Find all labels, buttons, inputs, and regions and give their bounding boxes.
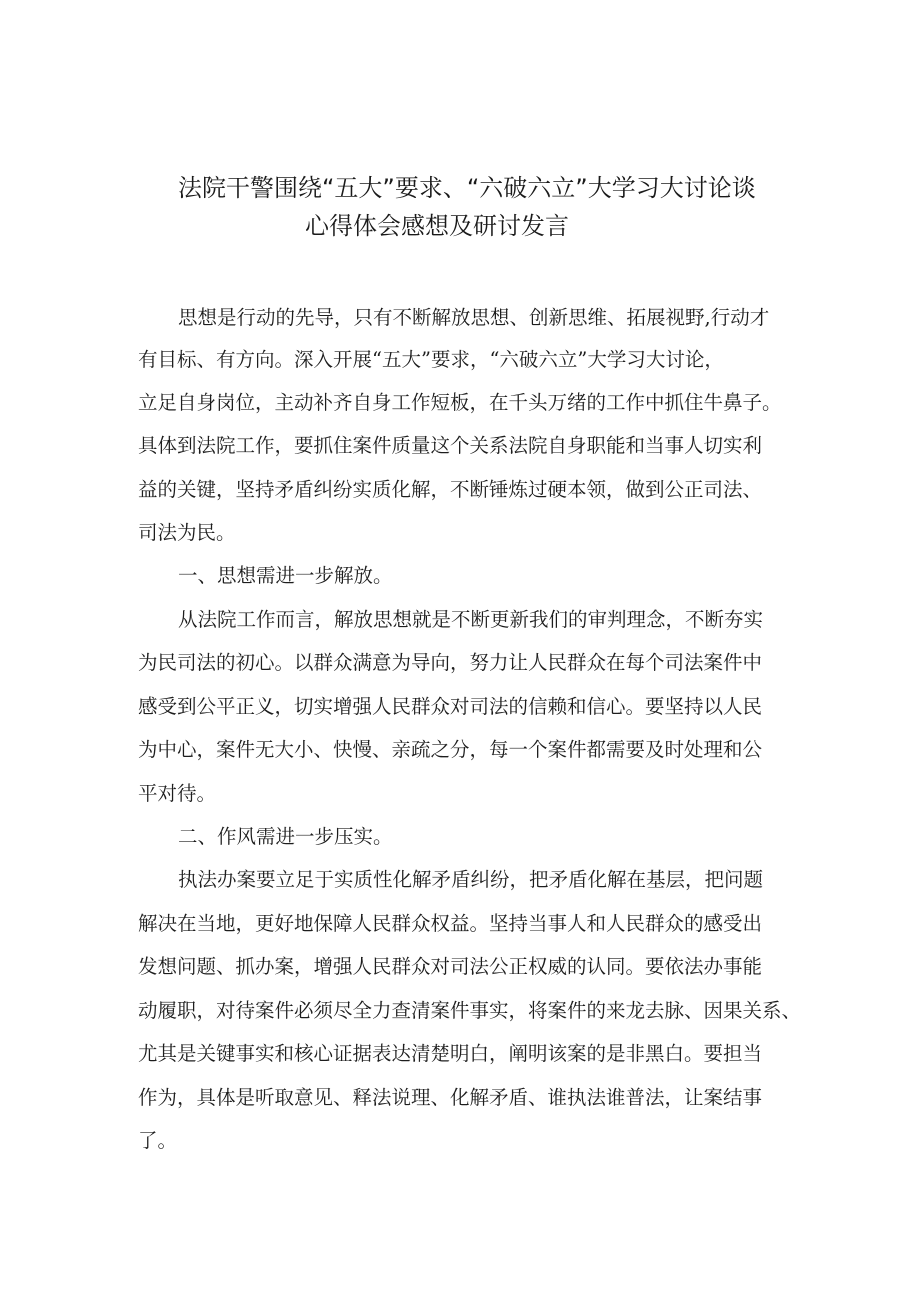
document-title-line-2: 心得体会感想及研讨发言 — [305, 212, 569, 240]
section-heading-2: 二、作风需进一步压实。 — [178, 825, 393, 848]
paragraph-3-line-7: 了。 — [138, 1129, 178, 1152]
paragraph-2-line-1: 从法院工作而言，解放思想就是不断更新我们的审判理念，不断夯实 — [178, 608, 764, 631]
paragraph-3-line-1: 执法办案要立足于实质性化解矛盾纠纷，把矛盾化解在基层，把问题 — [178, 868, 764, 891]
paragraph-3-line-3: 发想问题、抓办案，增强人民群众对司法公正权威的认同。要依法办事能 — [138, 955, 763, 978]
paragraph-1-line-3: 立足自身岗位，主动补齐自身工作短板，在千头万绪的工作中抓住牛鼻子。 — [138, 391, 782, 414]
paragraph-1-line-6: 司法为民。 — [138, 521, 236, 544]
paragraph-1-line-5: 益的关键，坚持矛盾纠纷实质化解，不断锤炼过硬本领，做到公正司法、 — [138, 478, 763, 501]
paragraph-1-line-4: 具体到法院工作，要抓住案件质量这个关系法院自身职能和当事人切实利 — [138, 434, 763, 457]
paragraph-3-line-4: 动履职，对待案件必须尽全力查清案件事实，将案件的来龙去脉、因果关系、 — [138, 999, 802, 1022]
paragraph-2-line-5: 平对待。 — [138, 782, 217, 805]
paragraph-1-line-1: 思想是行动的先导，只有不断解放思想、创新思维、拓展视野,行动才 — [178, 306, 770, 329]
paragraph-3-line-2: 解决在当地，更好地保障人民群众权益。坚持当事人和人民群众的感受出 — [138, 912, 763, 935]
paragraph-3-line-5: 尤其是关键事实和核心证据表达清楚明白，阐明该案的是非黑白。要担当 — [138, 1042, 763, 1065]
paragraph-2-line-4: 为中心，案件无大小、快慢、亲疏之分，每一个案件都需要及时处理和公 — [138, 738, 763, 761]
paragraph-1-line-2: 有目标、有方向。深入开展“五大”要求，“六破六立”大学习大讨论， — [138, 348, 724, 371]
paragraph-2-line-2: 为民司法的初心。以群众满意为导向，努力让人民群众在每个司法案件中 — [138, 651, 763, 674]
paragraph-3-line-6: 作为，具体是听取意见、释法说理、化解矛盾、谁执法谁普法，让案结事 — [138, 1086, 763, 1109]
section-heading-1: 一、思想需进一步解放。 — [178, 564, 393, 587]
document-title-line-1: 法院干警围绕“五大”要求、“六破六立”大学习大讨论谈 — [178, 174, 756, 202]
paragraph-2-line-3: 感受到公平正义，切实增强人民群众对司法的信赖和信心。要坚持以人民 — [138, 695, 763, 718]
